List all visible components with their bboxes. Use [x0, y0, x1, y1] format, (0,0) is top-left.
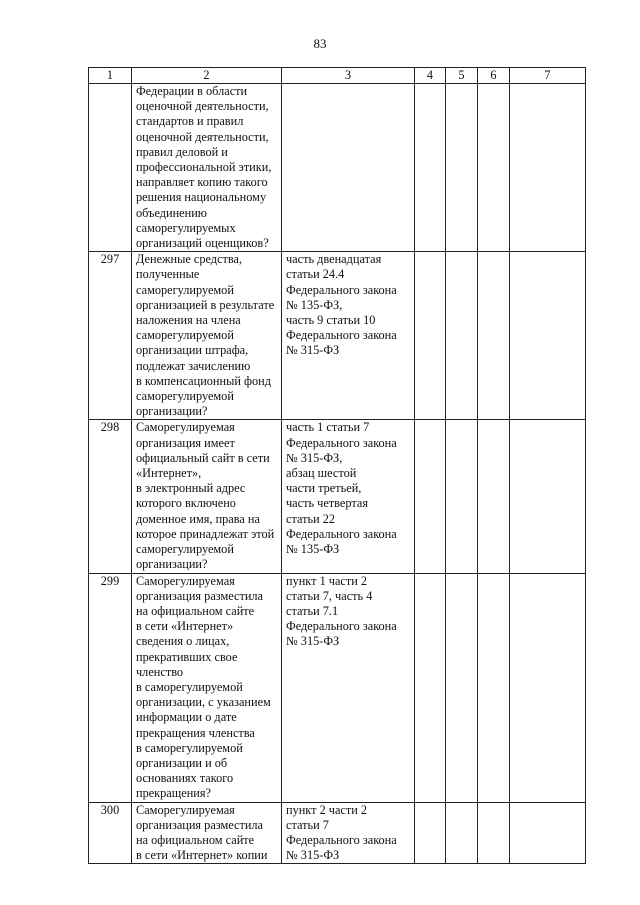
question-cell	[132, 252, 282, 420]
legal-reference-cell-line: Федерального закона	[286, 526, 397, 541]
question-cell-line: организации штрафа,	[136, 343, 249, 358]
question-cell-line: саморегулируемой	[136, 328, 234, 343]
legal-reference-cell-line: часть 9 статьи 10	[286, 313, 376, 328]
question-cell-line: саморегулируемых	[136, 220, 236, 235]
row-number: 297	[89, 252, 132, 420]
table-row	[89, 84, 586, 252]
legal-reference-cell	[282, 252, 415, 420]
not-applicable-cell	[478, 84, 510, 252]
answer-yes-cell	[415, 573, 446, 802]
answer-yes-cell	[415, 252, 446, 420]
question-cell-line: организация разместила	[136, 817, 264, 832]
legal-reference-cell-line: Федерального закона	[286, 435, 397, 450]
question-cell-line: организации, с указанием	[136, 695, 271, 710]
question-cell-line: направляет копию такого	[136, 175, 268, 190]
answer-yes-cell	[415, 84, 446, 252]
legal-reference-cell-line: статьи 7, часть 4	[286, 588, 373, 603]
question-cell-line: Саморегулируемая	[136, 573, 235, 588]
question-cell-line: официальный сайт в сети	[136, 450, 270, 465]
question-cell-line: основаниях такого	[136, 771, 234, 786]
header-col-3: 3	[282, 68, 415, 84]
question-cell-line: организации?	[136, 557, 208, 572]
question-cell-line: решения национальному	[136, 190, 267, 205]
not-applicable-cell	[478, 802, 510, 864]
table-row	[89, 573, 586, 802]
question-cell-line: Денежные средства,	[136, 252, 243, 267]
question-cell-line: в саморегулируемой	[136, 679, 243, 694]
comment-cell	[510, 84, 586, 252]
row-number: 298	[89, 420, 132, 573]
legal-reference-cell	[282, 84, 415, 252]
row-number	[89, 84, 132, 252]
legal-reference-cell-line: статьи 24.4	[286, 267, 345, 282]
answer-no-cell	[446, 802, 478, 864]
question-cell-line: прекращения членства	[136, 725, 255, 740]
question-cell-line: сведения о лицах,	[136, 634, 230, 649]
question-cell-line: саморегулируемой	[136, 282, 234, 297]
row-number: 299	[89, 573, 132, 802]
question-cell-line: правил деловой и	[136, 144, 228, 159]
question-cell-line: в сети «Интернет» копии	[136, 848, 268, 863]
legal-reference-cell-line: абзац шестой	[286, 466, 357, 481]
comment-cell	[510, 802, 586, 864]
answer-no-cell	[446, 252, 478, 420]
question-cell-line: саморегулируемой	[136, 389, 234, 404]
legal-reference-cell-line: № 135-ФЗ	[286, 542, 340, 557]
question-cell-line: в сети «Интернет»	[136, 619, 234, 634]
header-col-5: 5	[446, 68, 478, 84]
header-col-1: 1	[89, 68, 132, 84]
not-applicable-cell	[478, 420, 510, 573]
legal-reference-cell-line: № 135-ФЗ,	[286, 297, 343, 312]
question-cell-line: на официальном сайте	[136, 832, 255, 847]
question-cell-line: прекративших свое	[136, 649, 238, 664]
header-col-2: 2	[132, 68, 282, 84]
legal-reference-cell-line: Федерального закона	[286, 282, 397, 297]
legal-reference-cell-line: часть 1 статьи 7	[286, 420, 370, 435]
question-cell	[132, 802, 282, 864]
legal-reference-cell-line: статьи 7	[286, 817, 329, 832]
question-cell-line: членство	[136, 664, 184, 679]
header-col-6: 6	[478, 68, 510, 84]
question-cell-line: организации?	[136, 404, 208, 419]
question-cell-line: организаций оценщиков?	[136, 236, 269, 251]
not-applicable-cell	[478, 573, 510, 802]
comment-cell	[510, 420, 586, 573]
question-cell-line: профессиональной этики,	[136, 160, 272, 175]
question-cell	[132, 420, 282, 573]
question-cell-line: организацией в результате	[136, 297, 275, 312]
question-cell-line: организация разместила	[136, 588, 264, 603]
legal-reference-cell-line: части третьей,	[286, 481, 362, 496]
header-col-7: 7	[510, 68, 586, 84]
legal-reference-cell-line: № 315-ФЗ	[286, 343, 340, 358]
question-cell-line: организация имеет	[136, 435, 235, 450]
question-cell-line: подлежат зачислению	[136, 358, 251, 373]
question-cell-line: в компенсационный фонд	[136, 373, 271, 388]
question-cell-line: саморегулируемой	[136, 542, 234, 557]
table-row	[89, 420, 586, 573]
answer-yes-cell	[415, 802, 446, 864]
legal-reference-cell-line: часть двенадцатая	[286, 252, 382, 267]
legal-reference-cell-line: пункт 1 части 2	[286, 573, 368, 588]
question-cell-line: которое принадлежат этой	[136, 526, 275, 541]
question-cell-line: оценочной деятельности,	[136, 129, 269, 144]
question-cell-line: Федерации в области	[136, 84, 248, 98]
legal-reference-cell-line: статьи 22	[286, 511, 336, 526]
question-cell-line: в электронный адрес	[136, 481, 246, 496]
answer-no-cell	[446, 84, 478, 252]
legal-reference-cell-line: № 315-ФЗ,	[286, 450, 343, 465]
question-cell-line: прекращения?	[136, 786, 211, 801]
legal-reference-cell	[282, 420, 415, 573]
answer-yes-cell	[415, 420, 446, 573]
header-col-4: 4	[415, 68, 446, 84]
question-cell-line: на официальном сайте	[136, 603, 255, 618]
question-cell-line: полученные	[136, 267, 200, 282]
legal-reference-cell-line: Федерального закона	[286, 619, 397, 634]
legal-reference-cell-line: Федерального закона	[286, 328, 397, 343]
row-number: 300	[89, 802, 132, 864]
legal-reference-cell-line: часть четвертая	[286, 496, 368, 511]
question-cell-line: организации и об	[136, 755, 228, 770]
legal-reference-cell-line: Федерального закона	[286, 832, 397, 847]
question-cell-line: Саморегулируемая	[136, 420, 235, 435]
legal-reference-cell-line: пункт 2 части 2	[286, 802, 368, 817]
question-cell-line: которого включено	[136, 496, 236, 511]
question-cell-line: стандартов и правил	[136, 114, 244, 129]
legal-reference-cell-line: № 315-ФЗ	[286, 634, 340, 649]
table-row	[89, 802, 586, 864]
requirements-table	[88, 67, 586, 864]
table-row	[89, 252, 586, 420]
question-cell	[132, 573, 282, 802]
comment-cell	[510, 252, 586, 420]
header-row	[89, 68, 586, 84]
legal-reference-cell-line: статьи 7.1	[286, 603, 339, 618]
answer-no-cell	[446, 573, 478, 802]
question-cell-line: в саморегулируемой	[136, 740, 243, 755]
not-applicable-cell	[478, 252, 510, 420]
question-cell-line: информации о дате	[136, 710, 237, 725]
question-cell-line: «Интернет»,	[136, 466, 202, 481]
answer-no-cell	[446, 420, 478, 573]
question-cell-line: наложения на члена	[136, 313, 241, 328]
page-number: 83	[313, 36, 327, 51]
legal-reference-cell	[282, 573, 415, 802]
question-cell-line: доменное имя, права на	[136, 511, 260, 526]
question-cell-line: оценочной деятельности,	[136, 99, 269, 114]
question-cell-line: объединению	[136, 205, 207, 220]
question-cell-line: Саморегулируемая	[136, 802, 235, 817]
question-cell	[132, 84, 282, 252]
legal-reference-cell-line: № 315-ФЗ	[286, 848, 340, 863]
comment-cell	[510, 573, 586, 802]
legal-reference-cell	[282, 802, 415, 864]
